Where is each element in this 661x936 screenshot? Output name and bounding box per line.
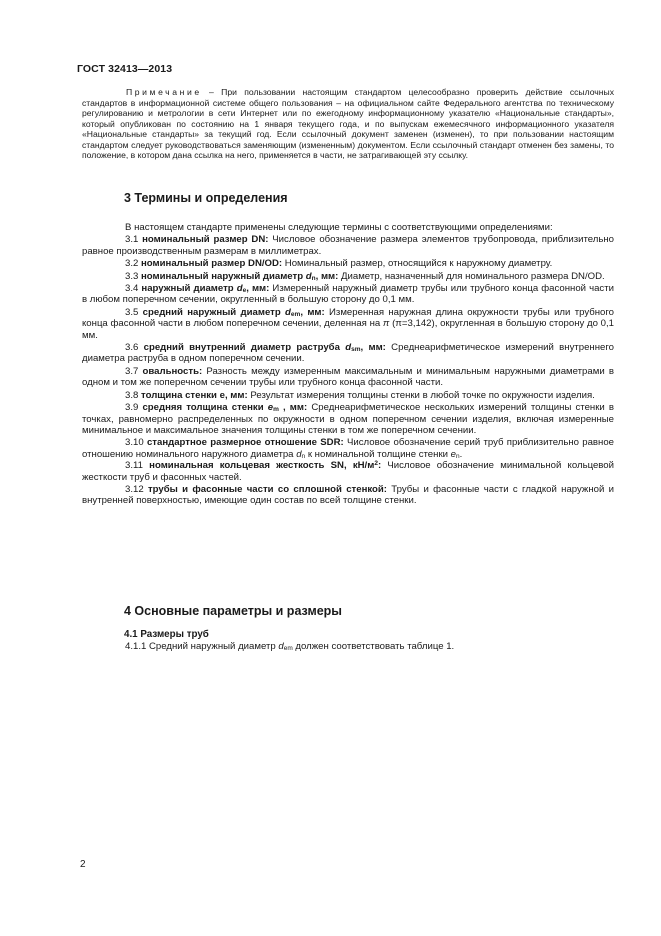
term-3-2: 3.2 номинальный размер DN/OD: Номинальный размер, относящийся к наружному диаметру. xyxy=(125,258,553,270)
term-3-7: 3.7 овальность: Разность между измеренным максимальным и минимальным наружными диаметрами в одном и том же поперечном сечении трубы или трубного конца фасонной части. xyxy=(82,365,614,389)
section-4-body xyxy=(82,641,614,652)
page-number: 2 xyxy=(80,859,86,870)
note-label: Примечание xyxy=(126,87,202,97)
term-3-1: 3.1 номинальный размер DN: Числовое обозначение размера элементов трубопровода, приблизительно равное производственным размерам в миллиметрах. xyxy=(82,234,614,257)
note-text: – При пользовании настоящим стандартом целесообразно проверить действие ссылочных стандартов в информационной системе общего пользования – на официальном сайте Федерального агентства по техническому регулированию и метрологии в сети Интернет или по ежегодному информационному указателю «Национальные стандарты», который опубликован по состоянию на 1 января текущего года, и по выпускам ежемесячного информационного указателя «Национальные стандарты» за текущий год. Если ссылочный документ заменен (изменен), то при пользовании настоящим стандартом следует руководствоваться заменяющим (измененным) документом. Если ссылочный стандарт отменен без замены, то положение, в котором дана ссылка на него, применяется в части, не затрагивающей эту ссылку. xyxy=(82,87,614,160)
section-3-intro: В настоящем стандарте применены следующие термины с соответствующими определениями: xyxy=(125,222,553,233)
term-3-3: 3.3 номинальный наружный диаметр $d_n$, мм: Диаметр, назначенный для номинального размера DN/OD. xyxy=(125,270,605,282)
section-4-title: 4 Основные параметры и размеры xyxy=(124,604,342,618)
paragraph-4-1-1: 4.1.1 Средний наружный диаметр $d_{em}$ должен соответствовать таблице 1. xyxy=(125,641,455,652)
term-3-6: 3.6 средний внутренний диаметр раструба $d_{sm}$, мм: Среднеарифметическое измерений внутреннего диаметра раструба в одном поперечном сечении. xyxy=(82,342,614,365)
document-header: ГОСТ 32413—2013 xyxy=(77,63,173,75)
term-3-9: 3.9 средняя толщина стенки $e_m$ , мм: Среднеарифметическое нескольких измерений толщины стенки в точках, равномерно распределенных по окружности в одном поперечном сечении изделия, включая измеренные минимальное и максимальное значения толщины стенки в том же поперечном сечении. xyxy=(82,402,614,436)
section-3-title: 3 Термины и определения xyxy=(124,191,288,205)
subsection-4-1-title: 4.1 Размеры труб xyxy=(124,629,209,640)
reference-note xyxy=(82,87,614,161)
term-3-12: 3.12 трубы и фасонные части со сплошной стенкой: Трубы и фасонные части с гладкой наружной и внутренней поверхностью, имеющие один состав по всей толщине стенки. xyxy=(82,483,615,507)
term-3-4: 3.4 наружный диаметр $d_e$, мм: Измеренный наружный диаметр трубы или трубного конца фасонной части в любом поперечном сечении, округленный в большую сторону до 0,1 мм. xyxy=(82,283,614,306)
term-3-8: 3.8 толщина стенки e, мм: Результат измерения толщины стенки в любой точке по окружности изделия. xyxy=(125,389,595,401)
section-3-body xyxy=(82,222,614,507)
term-3-11: 3.11 номинальная кольцевая жесткость SN, $кН/м^2$: Числовое обозначение минимальной кольцевой жесткости труб и фасонных частей. xyxy=(82,460,614,483)
term-3-5: 3.5 средний наружный диаметр $d_{em}$, мм: Измеренная наружная длина окружности трубы или трубного конца фасонной части в любом поперечном сечении, деленная на π (π=3,142), округленная в большую сторону до 0,1 мм. xyxy=(82,306,614,341)
term-3-10: 3.10 стандартное размерное отношение SDR: Числовое обозначение серий труб приблизительно равное отношению номинального наружного диаметра $d_n$ к номинальной толщине стенки $e_n$. xyxy=(82,437,614,460)
